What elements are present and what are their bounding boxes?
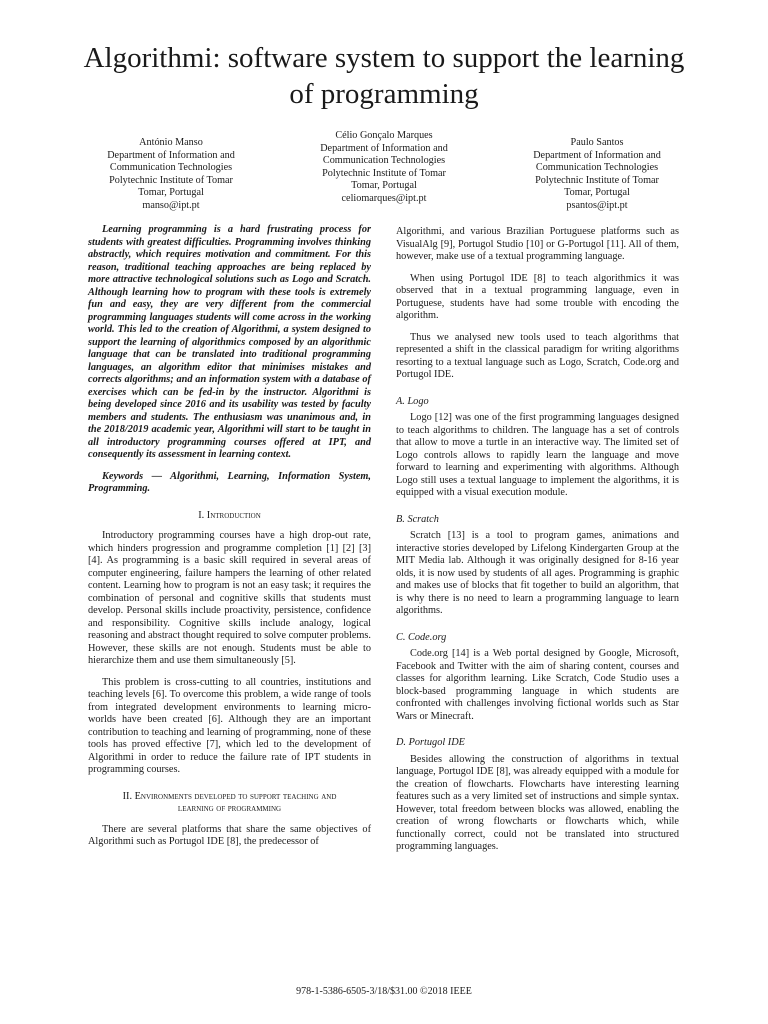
paragraph: When using Portugol IDE [8] to teach algorithmics it was observed that in a textual programming language, even in Portuguese, students have had some trouble with encoding the algorithm.: [396, 272, 679, 321]
paragraph: Scratch [13] is a tool to program games, animations and interactive stories developed by Lifelong Kindergarten Group at the MIT Media lab. Although it was originally designed for 8-16 year olds, it is now used by students of all ages. Programming is graphic and makes use of blocks that fit together to build an algorithm, that is why there is no need to learn a programming language to learn algorithms.: [396, 530, 679, 616]
left-column: [88, 224, 371, 858]
section-heading-introduction: [88, 510, 371, 523]
paragraph: Introductory programming courses have a high drop-out rate, which hinders progression and programme completion [1] [2] [3] [4]. As programming is a basic skill required in several areas of computer engineering, failure hampers the learning of other related content. Learning how to program is not an easy task; it requires the combination of personal and cognitive skills that students must develop. Personal skills include proactivity, persistence, confidence and responsibility. Cognitive skills include analogy, logical reasoning and abstract thought required to solve computer problems. However, these skills are not enough. Students must be able to hierarchize them and use them simultaneously [5].: [88, 530, 371, 666]
paragraph: Thus we analysed new tools used to teach algorithms that represented a shift in the classical paradigm for writing algorithms resorting to a textual language such as Logo, Scratch, Code.org and Portugol IDE.: [396, 331, 679, 380]
author-location: Tomar, Portugal: [138, 187, 204, 198]
author-dept: Department of Information and: [320, 142, 448, 154]
author-email: psantos@ipt.pt: [566, 199, 628, 211]
author-block-3: [502, 137, 692, 212]
subsection-heading-logo: A. Logo: [396, 395, 429, 407]
section-heading-environments: [88, 791, 371, 816]
author-name: António Manso: [139, 137, 203, 148]
author-institution: Polytechnic Institute of Tomar: [109, 174, 233, 186]
paragraph: Code.org [14] is a Web portal designed by Google, Microsoft, Facebook and Twitter with the aim of sharing content, courses and classes for algorithm learning. Like Scratch, Code Studio uses a block-based programming language in which students are confronted with challenges involving fictional worlds such as Star Wars or Minecraft.: [396, 648, 679, 722]
right-column: [396, 226, 679, 863]
title-line-2: of programming: [289, 78, 479, 110]
subsection-heading-scratch: B. Scratch: [396, 513, 439, 525]
author-block-1: [76, 137, 266, 212]
copyright-footer: 978-1-5386-6505-3/18/$31.00 ©2018 IEEE: [296, 986, 472, 997]
paragraph: Algorithmi, and various Brazilian Portuguese platforms such as VisualAlg [9], Portugol Studio [10] or G-Portugol [11]. All of them, however, make use of a textual programming language.: [396, 226, 679, 262]
author-institution: Polytechnic Institute of Tomar: [322, 167, 446, 179]
author-dept: Communication Technologies: [535, 162, 659, 173]
author-institution: Polytechnic Institute of Tomar: [535, 174, 659, 186]
abstract: Learning programming is a hard frustrating process for students with greatest difficulties. Programming involves thinking abstractly, which requires motivation and commitment. For this reason, traditional teaching approaches are being replaced by more attractive technological solutions such as Logo and Scratch. Although learning how to program with these tools is extremely fun and easy, they are very different from the commercial programming languages students will come across in the working world. This led to the creation of Algorithmi, a system designed to support the learning of algorithmics composed by an algorithmic language that can be translated into traditional programming languages, an algorithm editor that minimises mistakes and corrects algorithms; and an information system with a database of exercises which can be fed-in by the instructor. Algorithmi is being developed since 2016 and its usability was tested by faculty members and students. The enthusiasm was unanimous and, in the 2018/2019 academic year, Algorithmi will start to be taught in all introductory programming courses offered at IPT, and consequently its assessment in learning context.: [88, 224, 371, 460]
paragraph: This problem is cross-cutting to all countries, institutions and teaching levels [6]. To overcome this problem, a wide range of tools from integrated development environments to learning micro-worlds have been created [6]. Although they are an important contribution to teaching and learning of programming, none of these tools has proved effective [7], which led to the development of Algorithmi in order to reduce the failure rate of IPT students in programming courses.: [88, 676, 371, 775]
section-title-cont: learning of programming: [177, 803, 282, 814]
section-title: Environments developed to support teaching and: [134, 790, 337, 802]
author-location: Tomar, Portugal: [351, 180, 417, 191]
section-title: Introduction: [206, 509, 261, 521]
section-number: I.: [198, 509, 205, 521]
author-name: Paulo Santos: [570, 137, 624, 148]
author-location: Tomar, Portugal: [564, 187, 630, 198]
section-number: II.: [122, 790, 133, 802]
subsection-heading-codeorg: C. Code.org: [396, 631, 447, 643]
author-name: Célio Gonçalo Marques: [335, 130, 433, 141]
title-line-1: Algorithmi: software system to support the learning: [83, 42, 685, 74]
author-dept: Department of Information and: [107, 149, 235, 161]
subsection-heading-portugol: D. Portugol IDE: [396, 737, 465, 748]
author-block-2: [289, 130, 479, 205]
paper-title: [40, 40, 728, 112]
author-email: celiomarques@ipt.pt: [341, 192, 427, 204]
author-email: manso@ipt.pt: [142, 199, 200, 211]
paragraph: Logo [12] was one of the first programming languages designed to teach algorithms to children. The language has a set of controls that allow to move a turtle in an interactive way. The limited set of Logo controls allows to rapidly learn the language and move forward to learning and experimenting with algorithms. Although Logo still uses a textual language to implement the algorithms, it is equipped with a visual execution module.: [396, 412, 679, 498]
author-dept: Communication Technologies: [109, 162, 233, 173]
paragraph: Besides allowing the construction of algorithms in textual language, Portugol IDE [8], was already equipped with a module for the creation of flowcharts. Flowcharts have interesting learning features such as a very limited set of instructions and simple syntax. However, total freedom between blocks was allowed, enabling the creation of wrong flowcharts or flowcharts which, while functionally correct, could not be translated into structured programming languages.: [396, 753, 679, 852]
author-dept: Department of Information and: [533, 149, 661, 161]
paragraph: There are several platforms that share the same objectives of Algorithmi such as Portugol IDE [8], the predecessor of: [88, 823, 371, 847]
keywords: Keywords — Algorithmi, Learning, Information System, Programming.: [88, 470, 371, 494]
author-dept: Communication Technologies: [322, 155, 446, 166]
